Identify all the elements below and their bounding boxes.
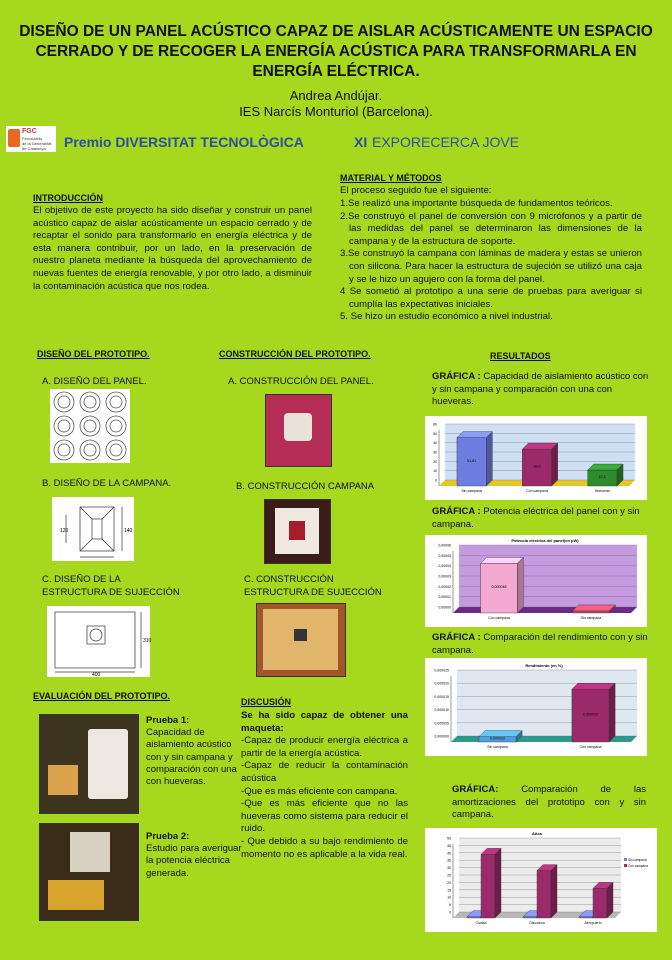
method-step-4: 4 Se sometió al prototipo a una serie de pruebas para averiguar si cumplía las expectativas iniciales. (340, 286, 642, 310)
bell-edge (80, 539, 92, 551)
chart-value-label: 17,1 (598, 475, 606, 480)
intro-heading: INTRODUCCIÓN (33, 193, 103, 203)
chart-tick-label: 60 (433, 422, 437, 427)
discussion-point-5: - Que debido a su bajo rendimiento de momento no es aplicable a la vida real. (241, 835, 408, 860)
support-hole-circle (90, 629, 102, 641)
fgc-logo-mark (8, 129, 20, 147)
chart-category-label: Sin campana (461, 489, 482, 493)
construction-support-label-1: C. CONSTRUCCIÓN (244, 574, 334, 585)
panel-photo-mics (284, 413, 312, 441)
method-step-2: 2.Se construyó el panel de conversión con 9 micrófonos y a partir de las medidas del panel se determinaron las dimensiones de la campana y de la estructura de soporte. (340, 210, 642, 247)
chart-tick-label: 0,00001 (438, 595, 451, 600)
chart-tick-label: 20 (447, 880, 451, 885)
poster-title: DISEÑO DE UN PANEL ACÚSTICO CAPAZ DE AISLAR ACÚSTICAMENTE UN ESPACIO CERRADO Y DE RECOGER LA ENERGÍA ACÚSTICA PARA TRANSFORMARLA EN ENERGÍA ELÉCTRICA. (19, 23, 653, 80)
graph2-label: GRÁFICA : (432, 506, 481, 517)
bell-drawing-svg (52, 497, 134, 561)
dim-label: 310 (143, 638, 152, 644)
chart-value-label: 0,000002 (490, 736, 505, 741)
methods-lead: El proceso seguido fue el siguiente: (340, 185, 492, 196)
graph4-caption (452, 784, 646, 822)
method-step-1: 1.Se realizó una importante búsqueda de fundamentos teóricos. (340, 198, 613, 209)
chart-tick-label: 0,00005 (438, 553, 451, 558)
test2-text: Estudio para averiguar la potencia eléctrica generada. (146, 843, 242, 879)
panel-circles-svg (50, 389, 130, 463)
graph2-text: Potencia eléctrica del panel con y sin campana. (432, 506, 640, 530)
chart-tick-label: 20 (433, 459, 437, 464)
graph1-text: Capacidad de aislamiento acústico con y sin campana y comparación con una con hueveras. (432, 371, 649, 408)
chart-tick-label: 0 (435, 478, 437, 483)
intro-text: El objetivo de este proyecto ha sido diseñar y construir un panel acústico capaz de aislar acústicamente un espacio cerrado y de recaptar el sonido para transformarlo en energía eléctrica y de esta manera contribuir, por un lado, en la preservación de nuestro planeta mediante la búsqueda del aprovechamiento de nuevas fuentes de energía renovable, y por otro lado, a disminuir la contaminación acústica que nos rodea. (33, 205, 312, 292)
logo-sub2: de la Generalitat (22, 141, 52, 146)
event-name: EXPORECERCA JOVE (372, 134, 520, 150)
mic-inner (58, 420, 70, 432)
chart-bar-side (551, 865, 557, 918)
mic-circle (80, 440, 100, 460)
chart-bar-top (572, 683, 615, 689)
chart-title: Rendimiento (en %) (525, 663, 563, 668)
graph3-caption (432, 632, 654, 657)
chart-tick-label: 50 (447, 836, 451, 841)
mic-inner (58, 396, 70, 408)
mic-circle (54, 416, 74, 436)
panel-photo (265, 394, 332, 467)
chart-value-label: 0,000048 (491, 585, 507, 590)
chart-category-label: Ciudad (475, 921, 487, 925)
support-photo (256, 603, 346, 677)
discussion-point-3: -Que es más eficiente con campana. (241, 785, 398, 797)
construction-bell-label: B. CONSTRUCCIÓN CAMPANA (236, 481, 375, 492)
chart-tick-label: 30 (433, 450, 437, 455)
test2-photo (39, 823, 139, 921)
test2-block (146, 831, 242, 880)
chart-tick-label: 40 (447, 851, 451, 856)
chart-bar (537, 871, 551, 918)
methods-list (340, 198, 642, 324)
mic-circle (106, 440, 126, 460)
chart-tick-label: 0,000005 (434, 721, 449, 726)
legend-label: Con campana (628, 864, 648, 868)
event-number: XI (354, 134, 368, 150)
bell-mouth (92, 519, 102, 539)
logo-sub1: Ferrocarrils (22, 136, 43, 141)
chart-tick-label: 40 (433, 441, 437, 446)
chart-value-label: 51,81 (467, 458, 477, 463)
chart-tick-label: 25 (447, 873, 451, 878)
chart-value-label: 39,5 (533, 464, 541, 469)
chart-tick-label: 0,000010 (434, 708, 449, 713)
chart-rendimiento (425, 658, 647, 756)
results-heading: RESULTADOS (490, 351, 551, 361)
evaluation-heading: EVALUACIÓN DEL PROTOTIPO. (33, 691, 171, 701)
chart-bar-top (573, 605, 616, 611)
mic-circle (54, 440, 74, 460)
legend-label: Sin campana (628, 858, 647, 862)
chart-category-label: Con campana (488, 616, 510, 620)
chart-tick-label: 0,00006 (438, 543, 451, 548)
dim-label: 140 (124, 528, 133, 534)
support-design-drawing (47, 606, 150, 677)
bell-edge (102, 507, 114, 519)
chart-tick-label: 10 (433, 469, 437, 474)
chart-bar-side (517, 557, 523, 613)
dim-label: 400 (92, 672, 101, 678)
chart-tick-label: 0,000015 (434, 694, 449, 699)
chart-category-label: Sin campana (487, 745, 508, 749)
chart-bar-top (481, 557, 524, 563)
chart-tick-label: 0,00002 (438, 584, 451, 589)
dim-label: 120 (60, 528, 69, 534)
test1-photo-box (48, 765, 78, 795)
design-support-label-2: ESTRUCTURA DE SUJECCIÓN (42, 587, 180, 598)
chart-category-label: Con campana (579, 745, 602, 749)
chart-bar (593, 888, 607, 918)
graph3-text: Comparación del rendimiento con y sin campana. (432, 632, 648, 656)
chart-tick-label: 10 (447, 895, 451, 900)
method-step-3: 3.Se construyó la campana con láminas de madera y estas se unieron con silicona. Para hacer la estructura de sujeción se utilizó una caja y se le hizo un agujero con la forma del panel. (340, 248, 642, 285)
chart-category-label: Discoteca (529, 921, 545, 925)
graph4-text: Comparación de las amortizaciones del prototipo con y sin campana. (452, 784, 646, 821)
chart-tick-label: 0,000020 (434, 681, 449, 686)
graph3-label: GRÁFICA : (432, 632, 481, 643)
construction-panel-label: A. CONSTRUCCIÓN DEL PANEL. (228, 376, 374, 387)
test1-title: Prueba 1: (146, 715, 190, 726)
chart-potencia (425, 535, 647, 627)
prize-name: Premio DIVERSITAT TECNOLÒGICA (64, 134, 304, 150)
design-heading: DISEÑO DEL PROTOTIPO. (37, 349, 150, 359)
mic-circle (106, 416, 126, 436)
discussion-block (241, 710, 408, 861)
mic-inner (110, 420, 122, 432)
mic-inner (84, 444, 96, 456)
legend-swatch (624, 864, 627, 867)
chart-bar (481, 854, 495, 918)
design-support-label-1: C. DISEÑO DE LA (42, 574, 121, 585)
discussion-point-2: -Capaz de reducir la contaminación acústica (241, 760, 408, 784)
graph1-label: GRÁFICA : (432, 371, 481, 382)
construction-heading: CONSTRUCCIÓN DEL PROTOTIPO. (219, 349, 371, 359)
test1-photo (39, 714, 139, 814)
chart-bar-side (495, 848, 501, 918)
bell-outline (80, 507, 114, 551)
bell-edge (102, 539, 114, 551)
support-photo-hole (294, 629, 307, 641)
chart-tick-label: 5 (449, 903, 451, 908)
chart-bar (573, 611, 610, 613)
test2-photo-panel (70, 832, 110, 872)
legend-swatch (624, 858, 627, 861)
mic-inner (84, 396, 96, 408)
chart-tick-label: 0,00000 (438, 605, 451, 610)
discussion-heading: DISCUSIÓN (241, 697, 292, 707)
test1-text: Capacidad de aislamiento acústico con y sin campana y comparación con una con hueveras. (146, 727, 237, 788)
discussion-lead: Se ha sido capaz de obtener una maqueta: (241, 710, 408, 734)
chart-value-label: 0,000020 (583, 712, 598, 717)
bell-photo-opening (289, 521, 305, 540)
chart-category-label: Con campana (526, 489, 548, 493)
test2-photo-box (48, 880, 104, 910)
chart-amortizacion (425, 828, 657, 932)
chart-bar-side (609, 683, 615, 742)
test1-photo-foam (88, 729, 128, 799)
graph2-caption (432, 506, 654, 531)
test2-title: Prueba 2: (146, 831, 190, 842)
chart-tick-label: 0,00003 (438, 574, 451, 579)
chart-tick-label: 0,000025 (434, 668, 449, 673)
chart-tick-label: 45 (447, 843, 451, 848)
chart-title: Potencia eléctrica del panel(en μW) (511, 538, 579, 543)
bell-edge (80, 507, 92, 519)
chart-tick-label: 35 (447, 858, 451, 863)
school-name: IES Narcís Monturiol (Barcelona). (239, 104, 433, 119)
chart-tick-label: 0,000000 (434, 734, 449, 739)
chart-title: Años (532, 831, 542, 836)
chart-tick-label: 15 (447, 888, 451, 893)
mic-circle (54, 392, 74, 412)
chart-category-label: Sin campana (580, 616, 602, 620)
discussion-point-1: -Capaz de producir energía eléctrica a partir de la energía acústica. (241, 735, 408, 759)
mic-inner (110, 444, 122, 456)
author-name: Andrea Andújar. (289, 88, 383, 103)
graph1-caption (432, 371, 654, 409)
methods-heading: MATERIAL Y MÉTODOS (340, 173, 442, 183)
chart-tick-label: 30 (447, 866, 451, 871)
chart-tick-label: 0 (449, 910, 451, 915)
graph4-label: GRÁFICA: (452, 784, 499, 795)
chart-tick-label: 0,00004 (438, 564, 451, 569)
bell-design-drawing (52, 497, 134, 561)
design-panel-label: A. DISEÑO DEL PANEL. (42, 376, 147, 387)
bell-photo (264, 499, 331, 564)
mic-circle (80, 392, 100, 412)
mic-circle (80, 416, 100, 436)
fgc-logo (6, 126, 56, 152)
mic-inner (110, 396, 122, 408)
chart-bar-side (552, 443, 558, 486)
test1-block (146, 715, 242, 788)
method-step-5: 5. Se hizo un estudio económico a nivel industrial. (340, 311, 553, 323)
support-outline (55, 612, 135, 668)
chart-aislamiento (425, 416, 647, 500)
mic-inner (84, 420, 96, 432)
chart-bar-side (486, 432, 492, 486)
support-drawing-svg (47, 606, 150, 677)
mic-circle (106, 392, 126, 412)
discussion-point-4: -Que es más eficiente que no las hueveras como sistema para reducir el ruido. (241, 798, 408, 835)
panel-design-drawing (50, 389, 130, 463)
mic-inner (58, 444, 70, 456)
logo-text: FGC (22, 128, 37, 135)
logo-sub3: de Catalunya (22, 146, 46, 151)
chart-category-label: Hueveras (594, 489, 610, 493)
design-bell-label: B. DISEÑO DE LA CAMPANA. (42, 478, 172, 489)
chart-bar-side (607, 882, 613, 918)
chart-tick-label: 50 (433, 431, 437, 436)
chart-category-label: Aeropuerto (584, 921, 602, 925)
construction-support-label-2: ESTRUCTURA DE SUJECCIÓN (244, 587, 382, 598)
